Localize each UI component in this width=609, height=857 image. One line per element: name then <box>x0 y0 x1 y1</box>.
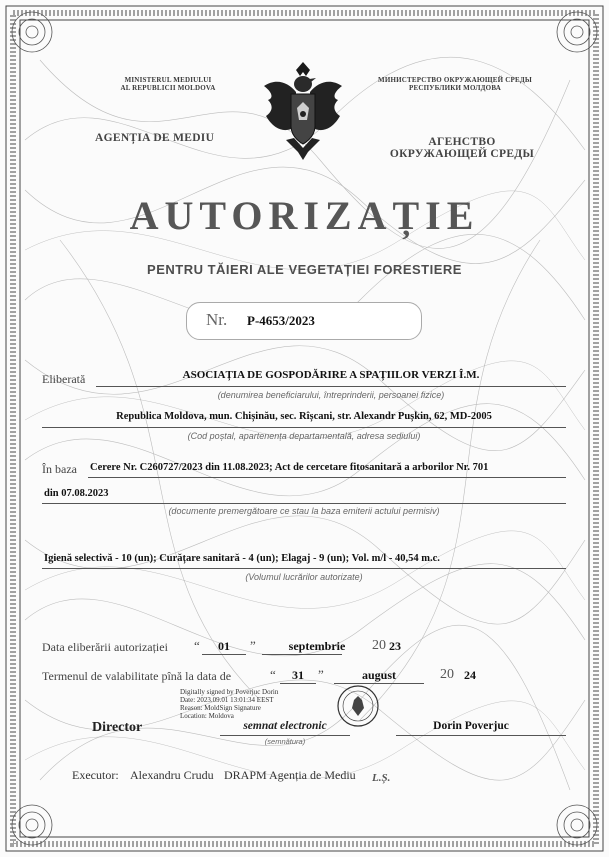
ls-mark: L.Ș. <box>372 772 391 784</box>
director-label: Director <box>92 720 143 735</box>
beneficiary-hint: (denumirea beneficiarului, întreprinderii, persoanei fizice) <box>217 390 445 400</box>
signature-hint: (semnătura) <box>264 737 306 746</box>
agency-ro: AGENȚIA DE MEDIU <box>95 132 215 144</box>
page-title: AUTORIZAȚIE <box>129 193 480 238</box>
page-subtitle: PENTRU TĂIERI ALE VEGETAȚIEI FORESTIERE <box>147 262 462 277</box>
digital-signature-line4: Location: Moldova <box>180 712 234 720</box>
beneficiary-name: ASOCIAȚIA DE GOSPODĂRIRE A SPAȚIILOR VERZI Î.M. <box>182 369 480 381</box>
validity-label: Termenul de valabilitate pînă la data de <box>42 669 232 683</box>
issue-year-prefix: 20 <box>372 638 386 653</box>
executor-label: Executor: <box>72 768 119 782</box>
ministry-ru-line1: МИНИСТЕРСТВО ОКРУЖАЮЩЕЙ СРЕДЫ <box>378 76 532 84</box>
basis-hint: (documente premergătoare ce stau la baza emiterii actului permisiv) <box>168 506 440 516</box>
agency-ru <box>372 136 552 160</box>
validity-year-suffix: 24 <box>464 668 476 682</box>
number-label: Nr. <box>206 310 228 329</box>
ministry-ro <box>88 76 248 92</box>
digital-signature-info <box>180 688 278 720</box>
issue-month: septembrie <box>288 639 346 653</box>
ministry-ro-line1: MINISTERUL MEDIULUI <box>124 76 212 84</box>
issue-date-label: Data eliberării autorizației <box>42 640 168 654</box>
signer-name: Dorin Poverjuc <box>433 720 509 732</box>
basis-line2: din 07.08.2023 <box>44 488 109 499</box>
volume-hint: (Volumul lucrărilor autorizate) <box>245 572 363 582</box>
coat-of-arms-moldova-icon <box>258 56 348 168</box>
works-volume: Igienă selectivă - 10 (un); Curățare sanitară - 4 (un); Elagaj - 9 (un); Vol. m/l - 40,54 m.c. <box>44 553 440 564</box>
agency-ru-line1: АГЕНСТВО <box>428 136 496 148</box>
agency-ru-line2: ОКРУЖАЮЩЕЙ СРЕДЫ <box>389 148 535 160</box>
digital-signature-line3: Reason: MoldSign Signature <box>180 704 261 712</box>
issue-year-suffix: 23 <box>389 639 401 653</box>
validity-month: august <box>361 668 396 682</box>
issued-to-label: Eliberată <box>42 372 86 386</box>
issue-date-quote-open: “ <box>194 638 200 653</box>
executor-dept: DRAPM Agenția de Mediu <box>224 768 356 782</box>
beneficiary-address: Republica Moldova, mun. Chișinău, sec. Rîșcani, str. Alexandr Pușkin, 62, MD-2005 <box>116 411 492 422</box>
address-hint: (Cod poștal, apartenența departamentală, adresa sediului) <box>187 431 421 441</box>
issue-day: 01 <box>218 639 230 653</box>
validity-quote-close: ” <box>318 667 324 682</box>
basis-label: În baza <box>42 462 77 476</box>
ministry-ru-line2: РЕСПУБЛИКИ МОЛДОВА <box>408 84 502 92</box>
signed-electronic: semnat electronic <box>243 720 327 732</box>
digital-signature-line1: Digitally signed by Poverjuc Dorin <box>180 688 279 696</box>
basis-line1: Cerere Nr. C260727/2023 din 11.08.2023; Act de cercetare fitosanitară a arborilor Nr. 701 <box>90 462 489 473</box>
ministry-ro-line2: AL REPUBLICII MOLDOVA <box>120 84 216 92</box>
digital-signature-line2: Date: 2023.09.01 13:01:34 EEST <box>180 696 274 704</box>
validity-quote-open: “ <box>270 667 276 682</box>
number-value: P-4653/2023 <box>247 313 315 328</box>
ministry-ru <box>360 76 550 92</box>
issue-date-quote-close: ” <box>250 638 256 653</box>
executor-name: Alexandru Crudu <box>130 768 214 782</box>
validity-day: 31 <box>292 668 304 682</box>
validity-year-prefix: 20 <box>440 667 454 682</box>
